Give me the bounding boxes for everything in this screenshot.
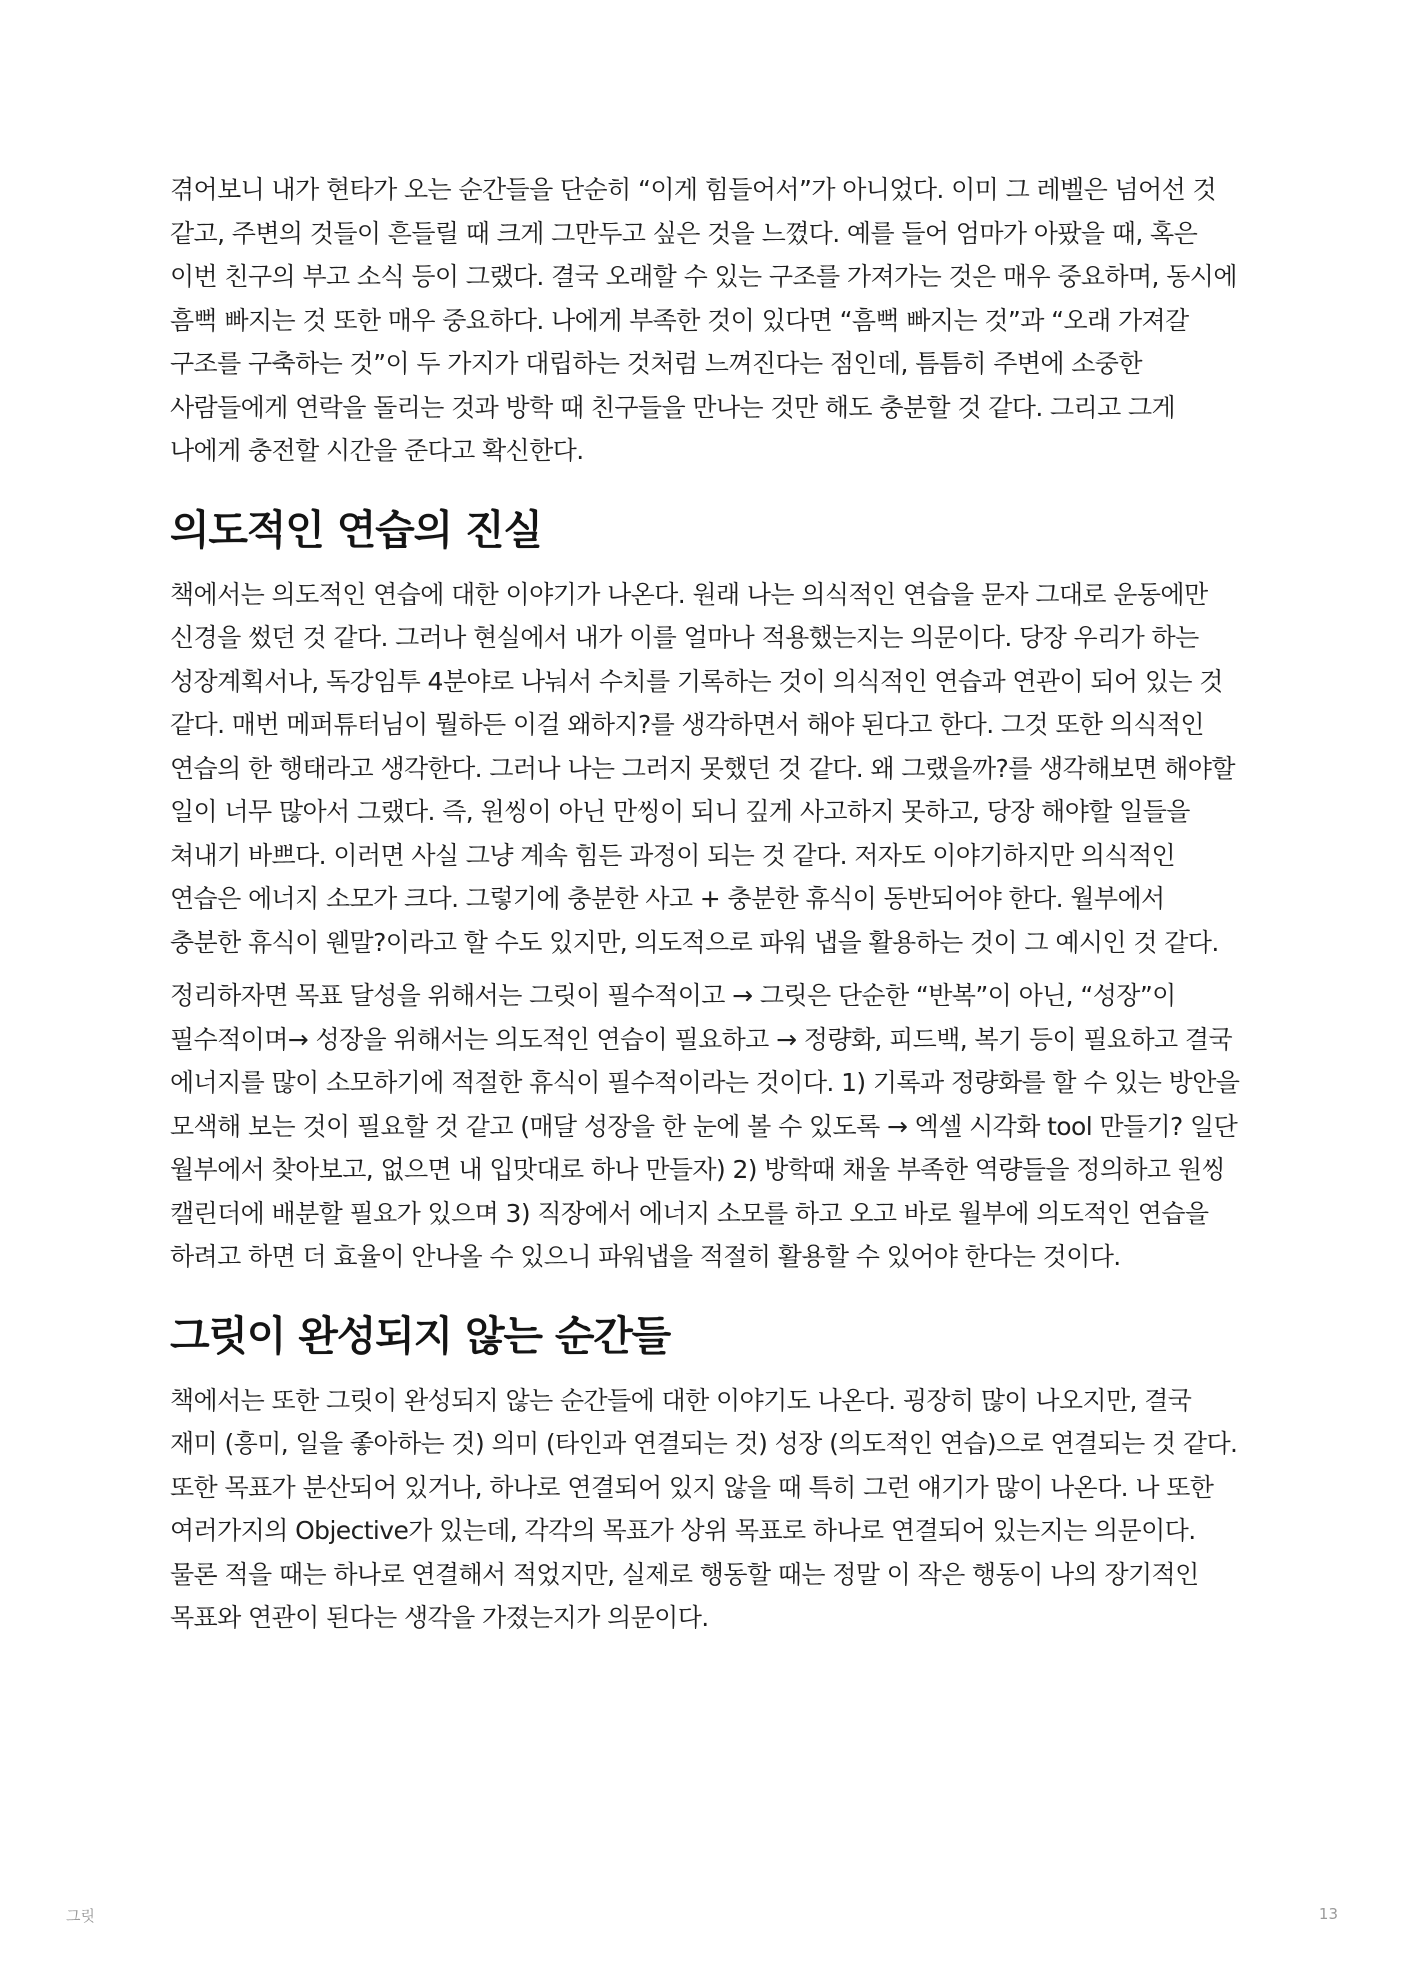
page-content	[170, 168, 1240, 1650]
intro-paragraph: 겪어보니 내가 현타가 오는 순간들을 단순히 “이게 힘들어서”가 아니었다. 이미 그 레벨은 넘어선 것 같고, 주변의 것들이 흔들릴 때 크게 그만두고 싶은 것을 느꼈다. 예를 들어 엄마가 아팠을 때, 혹은 이번 친구의 부고 소식 등이 그랬다. 결국 오래할 수 있는 구조를 가져가는 것은 매우 중요하며, 동시에 흠뻑 빠지는 것 또한 매우 중요하다. 나에게 부족한 것이 있다면 “흠뻑 빠지는 것”과 “오래 가져갈 구조를 구축하는 것”이 두 가지가 대립하는 것처럼 느껴진다는 점인데, 틈틈히 주변에 소중한 사람들에게 연락을 돌리는 것과 방학 때 친구들을 만나는 것만 해도 충분할 것 같다. 그리고 그게 나에게 충전할 시간을 준다고 확신한다.	[170, 175, 1237, 465]
deliberate-practice-paragraph-1: 책에서는 의도적인 연습에 대한 이야기가 나온다. 원래 나는 의식적인 연습을 문자 그대로 운동에만 신경을 썼던 것 같다. 그러나 현실에서 내가 이를 얼마나 적용했는지는 의문이다. 당장 우리가 하는 성장계획서나, 독강임투 4분야로 나눠서 수치를 기록하는 것이 의식적인 연습과 연관이 되어 있는 것 같다. 매번 메퍼튜터님이 뭘하든 이걸 왜하지?를 생각하면서 해야 된다고 한다. 그것 또한 의식적인 연습의 한 행태라고 생각한다. 그러나 나는 그러지 못했던 것 같다. 왜 그랬을까?를 생각해보면 해야할 일이 너무 많아서 그랬다. 즉, 원씽이 아닌 만씽이 되니 깊게 사고하지 못하고, 당장 해야할 일들을 쳐내기 바쁘다. 이러면 사실 그냥 계속 힘든 과정이 되는 것 같다. 저자도 이야기하지만 의식적인 연습은 에너지 소모가 크다. 그렇기에 충분한 사고 + 충분한 휴식이 동반되어야 한다. 월부에서 충분한 휴식이 웬말?이라고 할 수도 있지만, 의도적으로 파워 냅을 활용하는 것이 그 예시인 것 같다.	[170, 579, 1235, 957]
section-heading-deliberate-practice: 의도적인 연습의 진실	[170, 505, 542, 554]
section-heading-incomplete-grit: 그릿이 완성되지 않는 순간들	[170, 1311, 671, 1360]
footer-document-title: 그릿	[66, 1907, 95, 1925]
incomplete-grit-paragraph: 책에서는 또한 그릿이 완성되지 않는 순간들에 대한 이야기도 나온다. 굉장히 많이 나오지만, 결국 재미 (흥미, 일을 좋아하는 것) 의미 (타인과 연결되는 것) 성장 (의도적인 연습)으로 연결되는 것 같다. 또한 목표가 분산되어 있거나, 하나로 연결되어 있지 않을 때 특히 그런 얘기가 많이 나온다. 나 또한 여러가지의 Objective가 있는데, 각각의 목표가 상위 목표로 하나로 연결되어 있는지는 의문이다. 물론 적을 때는 하나로 연결해서 적었지만, 실제로 행동할 때는 정말 이 작은 행동이 나의 장기적인 목표와 연관이 된다는 생각을 가졌는지가 의문이다.	[170, 1385, 1238, 1632]
footer-page-number: 13	[1318, 1905, 1338, 1923]
deliberate-practice-paragraph-2: 정리하자면 목표 달성을 위해서는 그릿이 필수적이고 → 그릿은 단순한 “반복”이 아닌, “성장”이 필수적이며→ 성장을 위해서는 의도적인 연습이 필요하고 → 정량화, 피드백, 복기 등이 필요하고 결국 에너지를 많이 소모하기에 적절한 휴식이 필수적이라는 것이다. 1) 기록과 정량화를 할 수 있는 방안을 모색해 보는 것이 필요할 것 같고 (매달 성장을 한 눈에 볼 수 있도록 → 엑셀 시각화 tool 만들기? 일단 월부에서 찾아보고, 없으면 내 입맛대로 하나 만들자) 2) 방학때 채울 부족한 역량들을 정의하고 원씽 캘린더에 배분할 필요가 있으며 3) 직장에서 에너지 소모를 하고 오고 바로 월부에 의도적인 연습을 하려고 하면 더 효율이 안나올 수 있으니 파워냅을 적절히 활용할 수 있어야 한다는 것이다.	[170, 981, 1240, 1271]
